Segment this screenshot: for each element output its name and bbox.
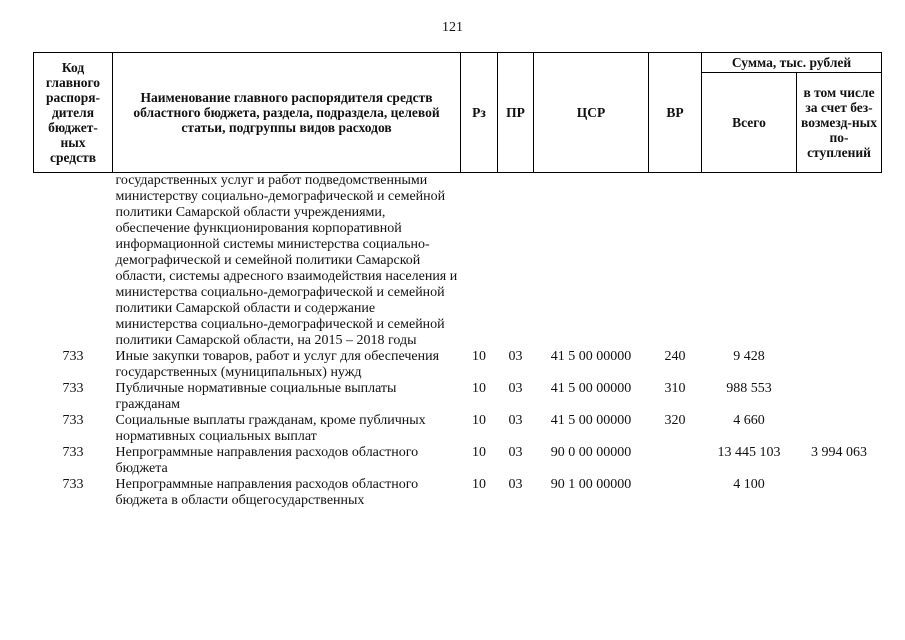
header-csr: ЦСР — [534, 53, 649, 173]
row-code: 733 — [62, 349, 84, 364]
continuation-text: государственных услуг и работ подведомственными министерству социально-демографической и семейной политики Самарской области учреждениями, обеспечение функционирования корпоративной информационной системы министерства социально-демографической и семейной политики Самарской области, системы адресного взаимодействия населения и министерства социально-демографической и семейной политики Самарской области и содержание министерства социально-демографической и семейной политики Самарской области, на 2015 – 2018 годы — [115, 173, 458, 348]
row-rz: 10 — [472, 477, 486, 492]
row-code: 733 — [62, 381, 84, 396]
row-name: Публичные нормативные социальные выплаты гражданам — [115, 381, 397, 412]
page-number: 121 — [442, 20, 463, 35]
row-pr: 03 — [508, 413, 523, 428]
row-csr: 90 0 00 00000 — [550, 445, 632, 460]
row-rz: 10 — [472, 413, 486, 428]
row-code: 733 — [62, 413, 84, 428]
header-sum-group: Сумма, тыс. рублей — [702, 53, 882, 73]
header-name: Наименование главного распорядителя средств областного бюджета, раздела, подраздела, целевой статьи, подгруппы видов расходов — [113, 53, 461, 173]
row-grant: 3 994 063 — [811, 445, 867, 460]
table-row — [34, 477, 882, 509]
row-pr: 03 — [508, 445, 523, 460]
table-row — [34, 413, 882, 445]
row-vr: 310 — [664, 381, 686, 396]
table-row — [34, 381, 882, 413]
row-rz: 10 — [472, 445, 486, 460]
row-vr — [649, 445, 702, 477]
row-csr: 41 5 00 00000 — [550, 381, 632, 396]
row-total: 4 100 — [733, 477, 765, 492]
row-grant — [797, 477, 882, 509]
table-row — [34, 445, 882, 477]
row-vr — [649, 477, 702, 509]
row-csr: 90 1 00 00000 — [550, 477, 632, 492]
row-csr: 41 5 00 00000 — [550, 413, 632, 428]
row-total: 4 660 — [733, 413, 765, 428]
row-grant — [797, 413, 882, 445]
header-grant: в том числе за счет без-возмезд-ных по-ступлений — [797, 73, 882, 173]
header-vr: ВР — [649, 53, 702, 173]
header-code: Код главного распоря-дителя бюджет-ных средств — [34, 53, 113, 173]
row-name: Иные закупки товаров, работ и услуг для обеспечения государственных (муниципальных) нужд — [115, 349, 440, 380]
row-rz: 10 — [472, 381, 486, 396]
row-code: 733 — [62, 477, 84, 492]
continuation-row — [34, 173, 882, 350]
row-name: Непрограммные направления расходов областного бюджета в области общегосударственных — [115, 477, 419, 508]
row-total: 13 445 103 — [717, 445, 781, 460]
header-pr: ПР — [498, 53, 534, 173]
row-total: 9 428 — [733, 349, 765, 364]
row-pr: 03 — [508, 477, 523, 492]
row-vr: 320 — [664, 413, 686, 428]
row-code: 733 — [62, 445, 84, 460]
row-pr: 03 — [508, 349, 523, 364]
budget-table — [33, 52, 882, 509]
row-vr: 240 — [664, 349, 686, 364]
row-name: Непрограммные направления расходов областного бюджета — [115, 445, 419, 476]
row-pr: 03 — [508, 381, 523, 396]
row-total: 988 553 — [726, 381, 772, 396]
header-rz: Рз — [461, 53, 498, 173]
row-grant — [797, 381, 882, 413]
header-total: Всего — [702, 73, 797, 173]
table-row — [34, 349, 882, 381]
row-rz: 10 — [472, 349, 486, 364]
row-csr: 41 5 00 00000 — [550, 349, 632, 364]
row-name: Социальные выплаты гражданам, кроме публичных нормативных социальных выплат — [115, 413, 426, 444]
row-grant — [797, 349, 882, 381]
